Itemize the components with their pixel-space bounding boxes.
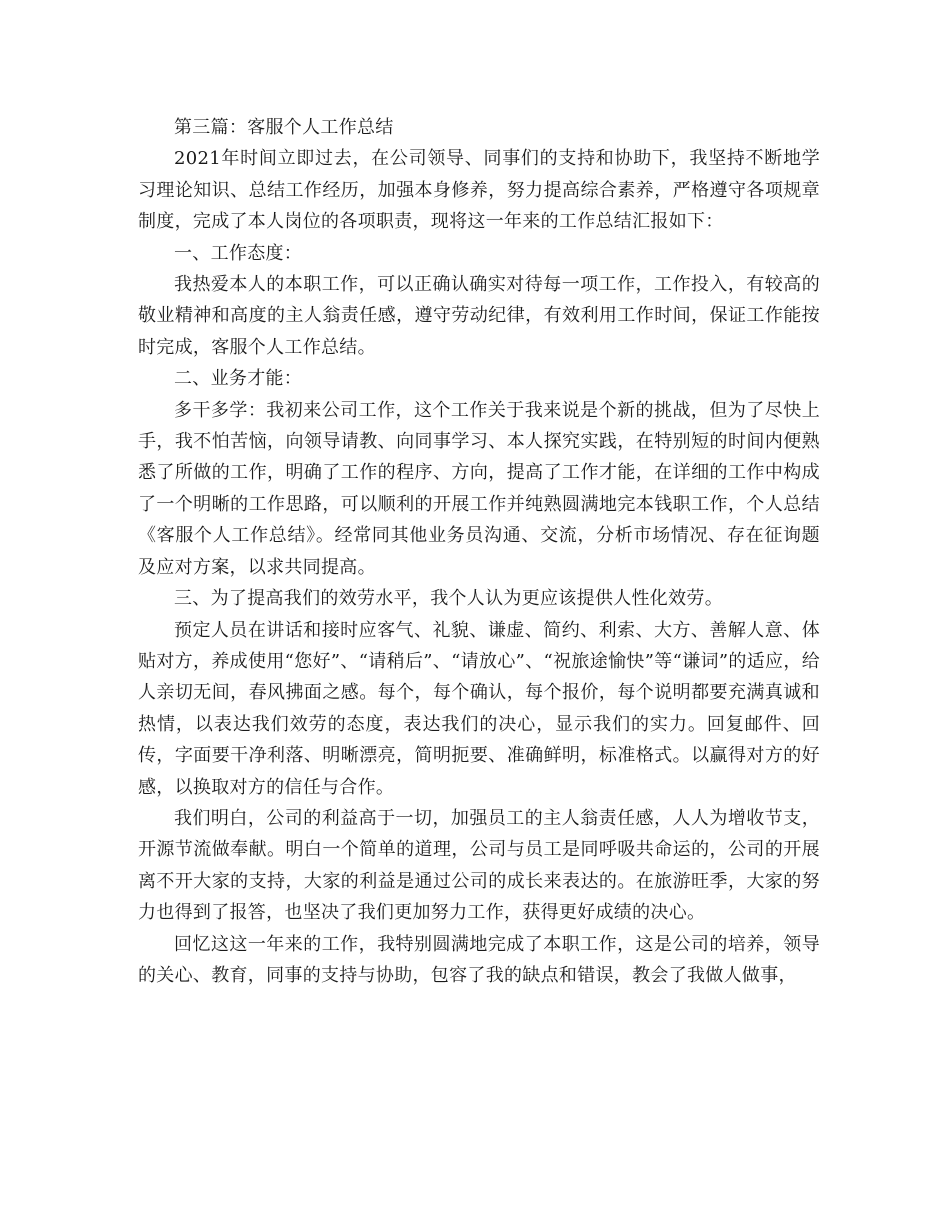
document-title: 第三篇：客服个人工作总结 xyxy=(174,117,394,138)
paragraph-ability: 多干多学：我初来公司工作，这个工作关于我来说是个新的挑战，但为了尽快上手，我不怕苦恼，向领导请教、向同事学习、本人探究实践，在特别短的时间内便熟悉了所做的工作，明确了工作的程序、方向，提高了工作才能，在详细的工作中构成了一个明晰的工作思路，可以顺利的开展工作并纯熟圆满地完本钱职工作，个人总结《客服个人工作总结》。经常同其他业务员沟通、交流，分析市场情况、存在征询题及应对方案，以求共同提高。 xyxy=(138,399,820,578)
paragraph-review: 回忆这这一年来的工作，我特别圆满地完成了本职工作，这是公司的培养，领导的关心、教育，同事的支持与协助，包容了我的缺点和错误，教会了我做人做事， xyxy=(138,933,820,986)
document-page xyxy=(138,112,820,991)
section-heading-ability: 二、业务才能： xyxy=(174,368,303,390)
paragraph-intro: 2021年时间立即过去，在公司领导、同事们的支持和协助下，我坚持不断地学习理论知识、总结工作经历，加强本身修养，努力提高综合素养，严格遵守各项规章制度，完成了本人岗位的各项职责，现将这一年来的工作总结汇报如下： xyxy=(138,148,820,233)
paragraph-service: 预定人员在讲话和接时应客气、礼貌、谦虚、简约、利索、大方、善解人意、体贴对方，养成使用“您好”、“请稍后”、“请放心”、“祝旅途愉快”等“谦词”的适应，给人亲切无间，春风拂面之感。每个，每个确认，每个报价，每个说明都要充满真诚和热情，以表达我们效劳的态度，表达我们的决心，显示我们的实力。回复邮件、回传，字面要干净利落、明晰漂亮，简明扼要、准确鲜明，标准格式。以赢得对方的好感，以换取对方的信任与合作。 xyxy=(138,619,820,798)
paragraph-attitude: 我热爱本人的本职工作，可以正确认确实对待每一项工作，工作投入，有较高的敬业精神和高度的主人翁责任感，遵守劳动纪律，有效利用工作时间，保证工作能按时完成，客服个人工作总结。 xyxy=(138,274,820,358)
paragraph-company-interest: 我们明白，公司的利益高于一切，加强员工的主人翁责任感，人人为增收节支，开源节流做奉献。明白一个简单的道理，公司与员工是同呼吸共命运的，公司的开展离不开大家的支持，大家的利益是通过公司的成长来表达的。在旅游旺季，大家的努力也得到了报答，也坚决了我们更加努力工作，获得更好成绩的决心。 xyxy=(138,807,820,924)
section-heading-attitude: 一、工作态度： xyxy=(174,242,303,264)
section-heading-service: 三、为了提高我们的效劳水平，我个人认为更应该提供人性化效劳。 xyxy=(174,588,723,610)
